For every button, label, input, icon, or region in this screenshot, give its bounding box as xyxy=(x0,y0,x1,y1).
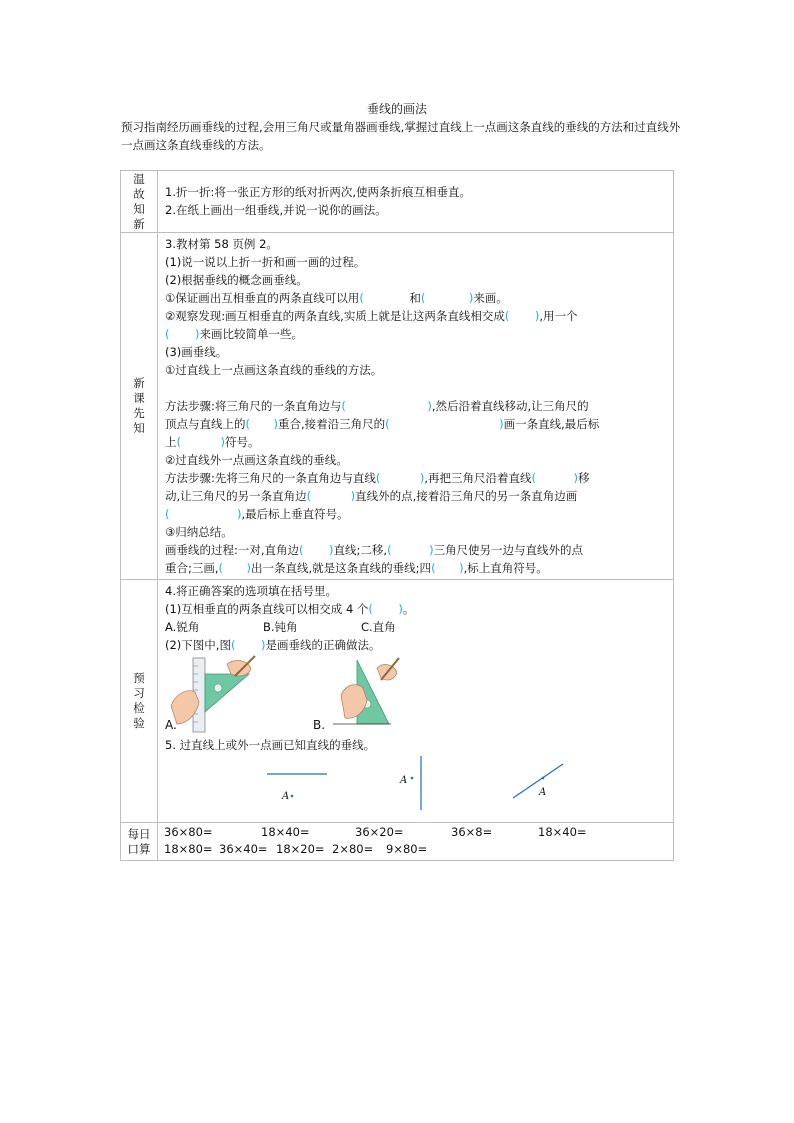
fill-line-tools: ①保证画出互相垂直的两条直线可以用( 和( )来画。 xyxy=(165,291,508,305)
method-on-line: ①过直线上一点画这条直线的垂线的方法。 xyxy=(165,363,383,377)
check-cell xyxy=(158,580,674,823)
math-item: 36×40= xyxy=(219,842,268,856)
answer-blank[interactable]: ( xyxy=(375,471,381,485)
worksheet-table xyxy=(120,170,674,861)
section-label-check xyxy=(121,580,158,823)
daily-cell xyxy=(158,823,674,861)
fill-line-off-1: 方法步骤:先将三角尺的一条直角边与直线( ),再把三角尺沿着直线( )移 xyxy=(165,471,590,485)
answer-blank[interactable]: ( xyxy=(230,638,236,652)
section-label-text: 预习检验 xyxy=(133,671,145,730)
math-item: 18×40= xyxy=(538,825,587,839)
section-label-new xyxy=(121,233,158,580)
section-label-text: 温故知新 xyxy=(133,171,145,231)
point-a-label-2: A xyxy=(400,775,408,786)
math-item: 18×80= xyxy=(164,842,213,856)
answer-blank[interactable]: ( xyxy=(245,417,250,431)
answer-blank[interactable]: ( xyxy=(218,561,224,575)
figure-a-label: A. xyxy=(165,718,177,732)
answer-blank[interactable]: ( xyxy=(531,471,537,485)
figures-row xyxy=(165,654,667,736)
option-a[interactable]: A.锐角 xyxy=(165,620,200,634)
math-item: 36×80= xyxy=(164,825,213,839)
option-b[interactable]: B.钝角 xyxy=(263,620,298,634)
perpendicular-exercises xyxy=(165,754,667,822)
step-1: (1)说一说以上折一折和画一画的过程。 xyxy=(165,255,366,269)
option-c[interactable]: C.直角 xyxy=(361,620,396,634)
fill-line-off-2: 动,让三角尺的另一条直角边( )直线外的点,接着沿三角尺的另一条直角边画 xyxy=(165,489,578,503)
summary-heading: ③归纳总结。 xyxy=(165,525,233,539)
math-item: 36×20= xyxy=(355,825,404,839)
point-a-label-1: A xyxy=(282,791,290,802)
question-5: 5. 过直线上或外一点画已知直线的垂线。 xyxy=(165,738,376,752)
section-label-daily xyxy=(121,823,158,861)
method-off-line: ②过直线外一点画这条直线的垂线。 xyxy=(165,453,348,467)
fill-line-off-3: ( ),最后标上垂直符号。 xyxy=(165,507,349,521)
mental-math-row-2 xyxy=(164,841,667,858)
question-4-1: (1)互相垂直的两条直线可以相交成 4 个( )。 xyxy=(165,602,415,616)
fill-line-method-1: 方法步骤:将三角尺的一条直角边与( ),然后沿着直线移动,让三角尺的 xyxy=(165,399,589,413)
math-item: 2×80= xyxy=(332,842,374,856)
exercise-line-1 xyxy=(265,762,335,812)
new-lesson-cell xyxy=(158,233,674,580)
question-4: 4.将正确答案的选项填在括号里。 xyxy=(165,584,337,598)
math-item: 18×20= xyxy=(276,842,325,856)
math-item: 9×80= xyxy=(386,842,428,856)
fill-line-method-3: 上( )符号。 xyxy=(165,435,260,449)
step-3: (3)画垂线。 xyxy=(165,345,228,359)
section-label-text: 每日口算 xyxy=(127,826,151,856)
math-item: 36×8= xyxy=(451,825,493,839)
page-title: 垂线的画法 xyxy=(366,102,427,116)
answer-blank[interactable]: ( xyxy=(306,489,312,503)
answer-blank[interactable]: ( xyxy=(368,602,373,616)
mental-math-row-1 xyxy=(164,824,667,841)
review-line-1: 1.折一折:将一张正方形的纸对折两次,使两条折痕互相垂直。 xyxy=(165,185,471,199)
answer-blank[interactable]: ( xyxy=(359,291,364,305)
review-line-2: 2.在纸上画出一组垂线,并说一说你的画法。 xyxy=(165,203,387,217)
math-item: 18×40= xyxy=(261,825,310,839)
fill-line-method-2: 顶点与直线上的( )重合,接着沿三角尺的( )画一条直线,最后标 xyxy=(165,417,600,431)
fill-line-summary-2: 重合;三画,( )出一条直线,就是这条直线的垂线;四( ),标上直角符号。 xyxy=(165,561,548,575)
answer-blank[interactable]: ( xyxy=(420,291,426,305)
section-label-review xyxy=(121,171,158,233)
fill-line-summary-1: 画垂线的过程:一对,直角边( )直线;二移,( )三角尺使另一边与直线外的点 xyxy=(165,543,584,557)
answer-blank[interactable]: ( xyxy=(176,435,181,449)
fill-line-tool: ( )来画比较简单一些。 xyxy=(165,327,303,341)
review-cell xyxy=(158,171,674,233)
fill-line-angle: ②观察发现:画互相垂直的两条直线,实质上就是让这两条直线相交成( ),用一个 xyxy=(165,309,578,323)
answer-blank[interactable]: ( xyxy=(431,561,436,575)
step-2: (2)根据垂线的概念画垂线。 xyxy=(165,273,308,287)
point-a-label-3: A xyxy=(539,787,547,798)
section-label-text: 新课先知 xyxy=(133,376,145,435)
answer-blank[interactable]: ( xyxy=(387,543,392,557)
figure-b-label: B. xyxy=(313,718,326,732)
preview-guide: 预习指南经历画垂线的过程,会用三角尺或量角器画垂线,掌握过直线上一点画这条直线的垂线的方法和过直线外一点画这条直线垂线的方法。 xyxy=(121,120,681,152)
answer-blank[interactable]: ( xyxy=(165,327,170,341)
answer-blank[interactable]: ( xyxy=(341,399,346,413)
figure-a-drawing xyxy=(165,654,285,736)
answer-blank[interactable]: ( xyxy=(504,309,510,323)
choice-options xyxy=(165,618,667,636)
answer-blank[interactable]: ( xyxy=(165,507,170,521)
answer-blank[interactable]: ( xyxy=(299,543,304,557)
question-4-2: (2)下图中,图( )是画垂线的正确做法。 xyxy=(165,638,381,652)
figure-b-drawing xyxy=(313,654,433,736)
textbook-ref: 3.教材第 58 页例 2。 xyxy=(165,237,278,251)
answer-blank[interactable]: ( xyxy=(385,417,390,431)
